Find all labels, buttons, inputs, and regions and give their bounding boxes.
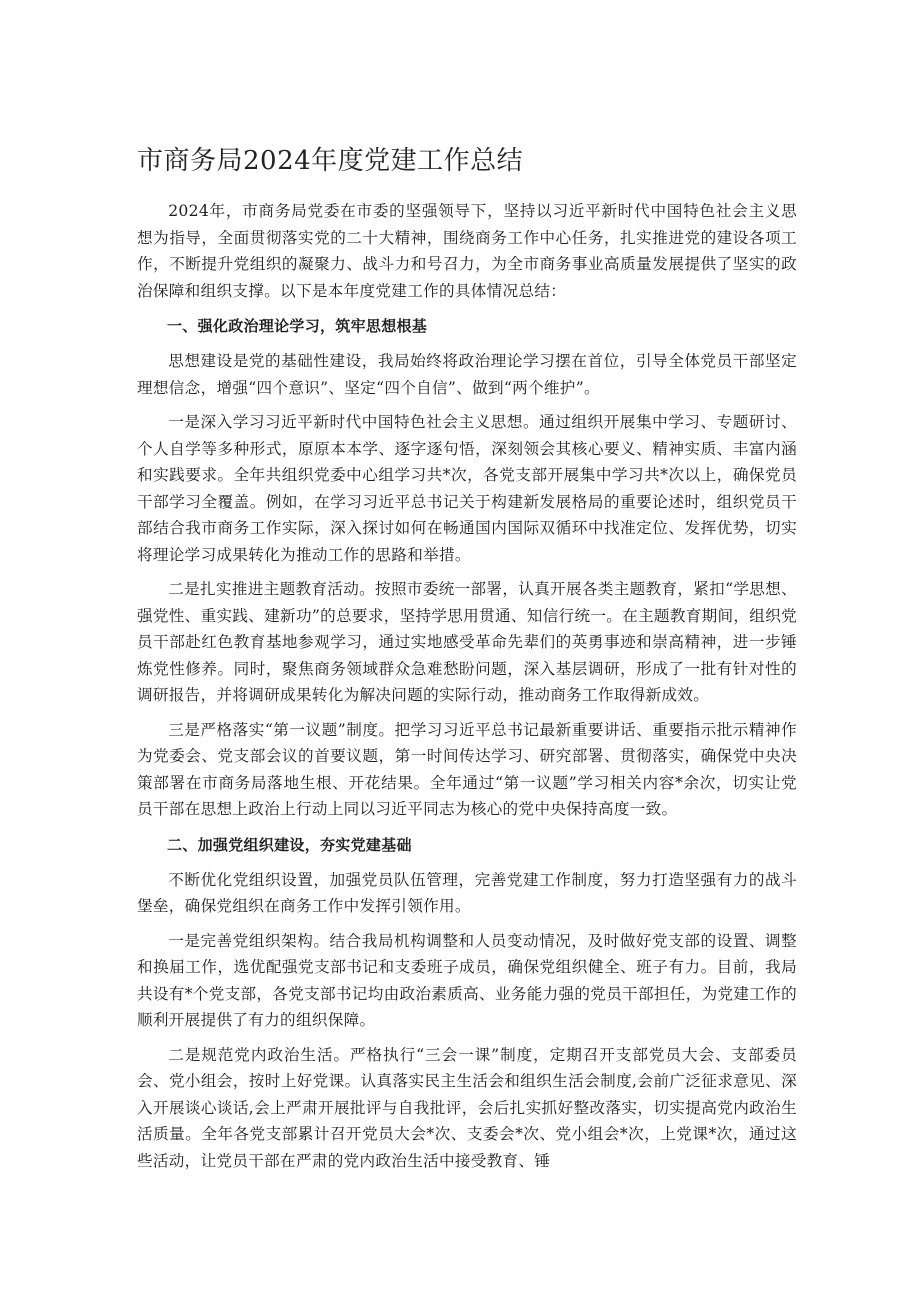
section-2-paragraph-2: 二是规范党内政治生活。严格执行“三会一课”制度，定期召开支部党员大会、支部委员会、党小组会，按时上好党课。认真落实民主生活会和组织生活会制度,会前广泛征求意见、深入开展谈心谈话,会上严肃开展批评与自我批评，会后扎实抓好整改落实，切实提高党内政治生活质量。全年各党支部累计召开党员大会*次、支委会*次、党小组会*次，上党课*次，通过这些活动，让党员干部在严肃的党内政治生活中接受教育、锤 bbox=[137, 1045, 797, 1170]
section-2-lead-paragraph: 不断优化党组织设置，加强党员队伍管理，完善党建工作制度，努力打造坚强有力的战斗堡垒，确保党组织在商务工作中发挥引领作用。 bbox=[137, 870, 797, 915]
section-1-heading: 一、强化政治理论学习，筑牢思想根基 bbox=[167, 317, 428, 335]
section-1-paragraph-3: 三是严格落实“第一议题”制度。把学习习近平总书记最新重要讲话、重要指示批示精神作为党委会、党支部会议的首要议题，第一时间传达学习、研究部署、贯彻落实，确保党中央决策部署在市商务局落地生根、开花结果。全年通过“第一议题”学习相关内容*余次，切实让党员干部在思想上政治上行动上同以习近平同志为核心的党中央保持高度一致。 bbox=[137, 720, 797, 818]
section-2-heading: 二、加强党组织建设，夯实党建基础 bbox=[167, 835, 412, 854]
document-body bbox=[137, 198, 797, 1182]
section-1-paragraph-1: 一是深入学习习近平新时代中国特色社会主义思想。通过组织开展集中学习、专题研讨、个人自学等多种形式，原原本本学、逐字逐句悟，深刻领会其核心要义、精神实质、丰富内涵和实践要求。全年共组织党委中心组学习共*次，各党支部开展集中学习共*次以上，确保党员干部学习全覆盖。例如，在学习习近平总书记关于构建新发展格局的重要论述时，组织党员干部结合我市商务工作实际，深入探讨如何在畅通国内国际双循环中找准定位、发挥优势，切实将理论学习成果转化为推动工作的思路和举措。 bbox=[137, 413, 797, 564]
intro-paragraph: 2024年，市商务局党委在市委的坚强领导下，坚持以习近平新时代中国特色社会主义思想为指导，全面贯彻落实党的二十大精神，围绕商务工作中心任务，扎实推进党的建设各项工作，不断提升党组织的凝聚力、战斗力和号召力，为全市商务事业高质量发展提供了坚实的政治保障和组织支撑。以下是本年度党建工作的具体情况总结： bbox=[137, 202, 797, 300]
section-1-paragraph-2: 二是扎实推进主题教育活动。按照市委统一部署，认真开展各类主题教育，紧扣“学思想、强党性、重实践、建新功”的总要求，坚持学思用贯通、知信行统一。在主题教育期间，组织党员干部赴红色教育基地参观学习，通过实地感受革命先辈们的英勇事迹和崇高精神，进一步锤炼党性修养。同时，聚焦商务领域群众急难愁盼问题，深入基层调研，形成了一批有针对性的调研报告，并将调研成果转化为解决问题的实际行动，推动商务工作取得新成效。 bbox=[137, 580, 797, 704]
section-2-paragraph-1: 一是完善党组织架构。结合我局机构调整和人员变动情况，及时做好党支部的设置、调整和换届工作，选优配强党支部书记和支委班子成员，确保党组织健全、班子有力。目前，我局共设有*个党支部，各党支部书记均由政治素质高、业务能力强的党员干部担任，为党建工作的顺利开展提供了有力的组织保障。 bbox=[137, 931, 797, 1029]
document-title: 市商务局2024年度党建工作总结 bbox=[137, 146, 524, 176]
section-1-lead-paragraph: 思想建设是党的基础性建设，我局始终将政治理论学习摆在首位，引导全体党员干部坚定理想信念，增强“四个意识”、坚定“四个自信”、做到“两个维护”。 bbox=[137, 352, 797, 397]
